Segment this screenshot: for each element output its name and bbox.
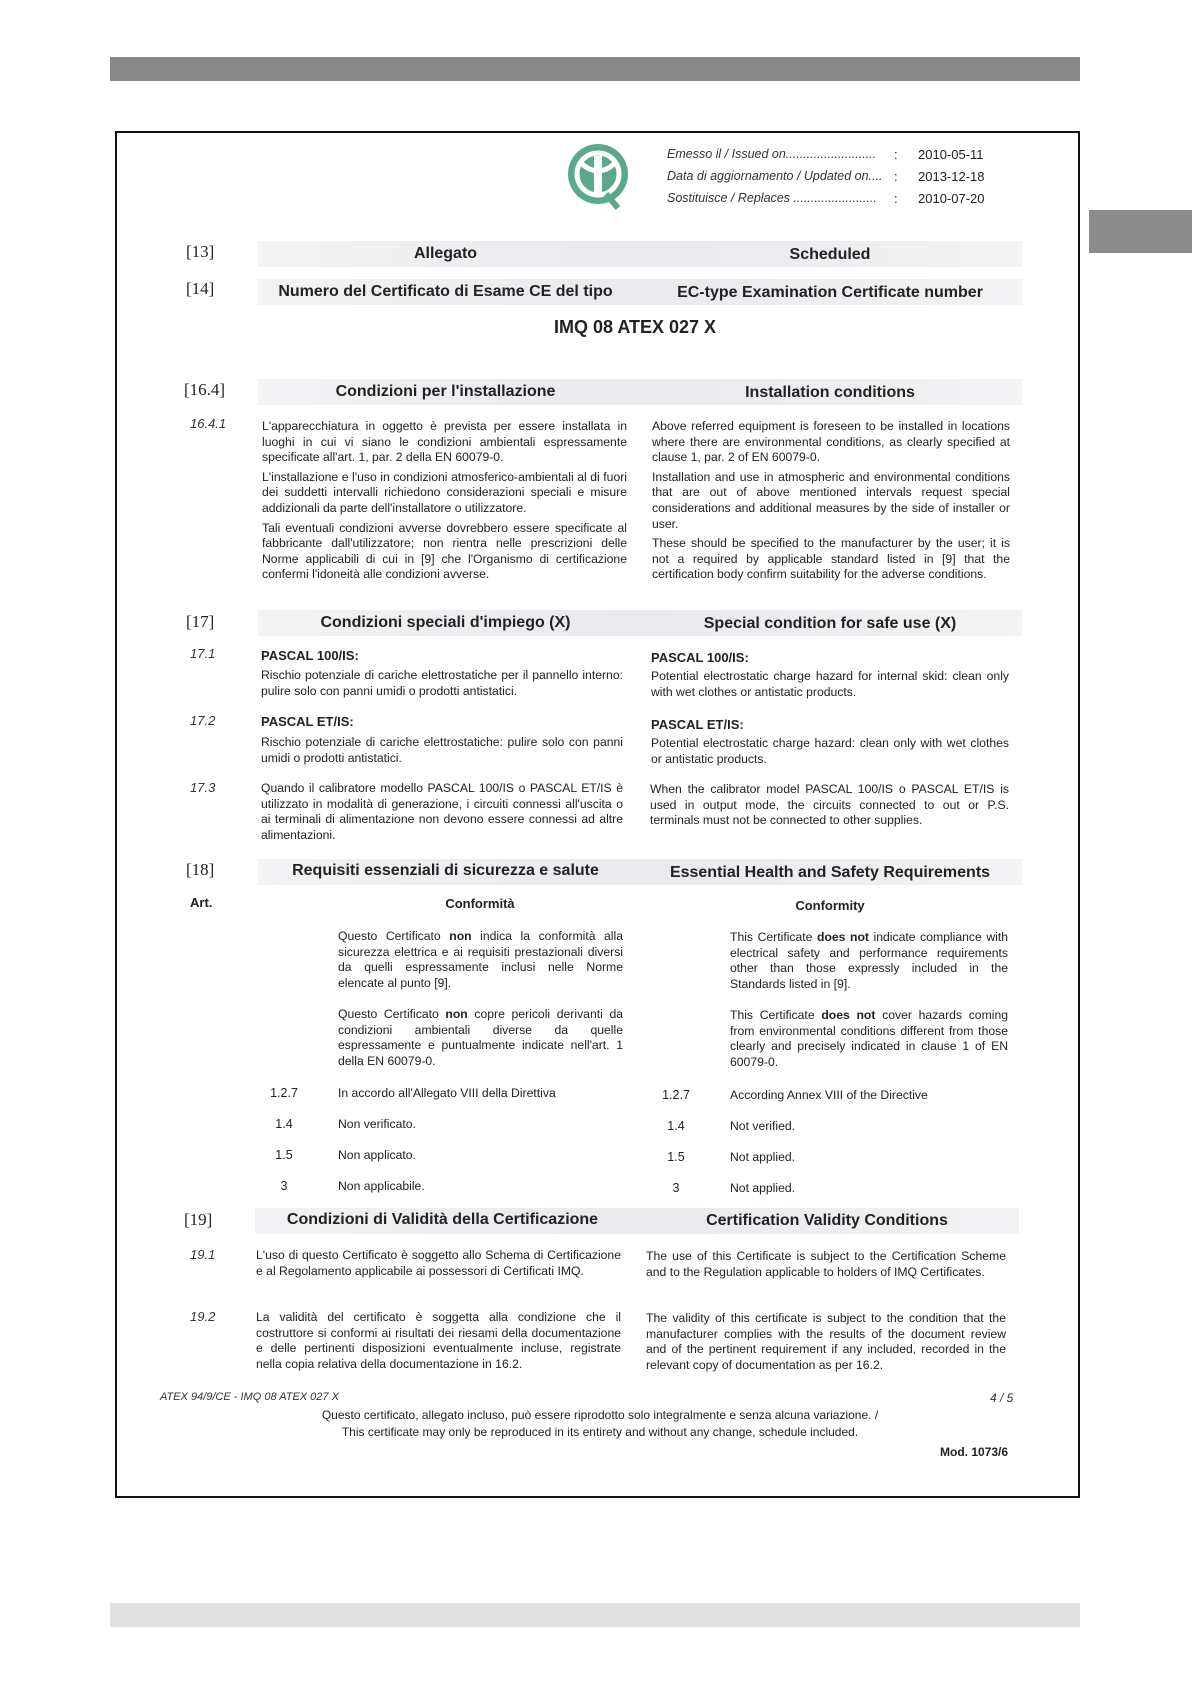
product-label: PASCAL 100/IS: bbox=[651, 650, 749, 665]
heading-en: Scheduled bbox=[789, 246, 871, 263]
paragraph-en bbox=[652, 419, 1010, 587]
art-number: 1.5 bbox=[667, 1150, 685, 1164]
heading-en: Special condition for safe use (X) bbox=[703, 615, 957, 632]
paragraph-it bbox=[338, 929, 623, 991]
subsection-number: 16.4.1 bbox=[190, 416, 227, 431]
art-number: 1.2.7 bbox=[662, 1088, 690, 1102]
paragraph-it bbox=[338, 1007, 623, 1069]
conformity-header-it: Conformità bbox=[445, 896, 515, 911]
colon: : bbox=[894, 191, 898, 206]
row-it: Non verificato. bbox=[338, 1117, 416, 1131]
section-number: [13] bbox=[186, 242, 215, 261]
reproduction-notice-en: This certificate may only be reproduced in its entirety and without any change, schedule included. bbox=[341, 1425, 859, 1439]
imq-logo-icon bbox=[566, 142, 630, 210]
section-number: [18] bbox=[186, 860, 215, 879]
paragraph-en: When the calibrator model PASCAL 100/IS o PASCAL ET/IS is used in output mode, the circuits connected to out or P.S. terminals must not be connected to other supplies. bbox=[650, 782, 1009, 828]
text: This Certificate bbox=[730, 1008, 822, 1022]
row-en: Not applied. bbox=[730, 1181, 796, 1195]
updated-label: Data di aggiornamento / Updated on.... bbox=[667, 169, 883, 183]
paragraph-en bbox=[730, 1008, 1008, 1070]
paragraph: Tali eventuali condizioni avverse dovrebbero essere specificate al fabbricante dall'utilizzatore; non rientra nelle prescrizioni delle Norme applicabili di cui in [9] che l'Organismo di certificazione confermi l'idoneità alle condizioni avverse. bbox=[262, 520, 627, 582]
heading-it: Requisiti essenziali di sicurezza e salute bbox=[292, 862, 599, 879]
reproduction-notice-it: Questo certificato, allegato incluso, può essere riprodotto solo integralmente e senza alcuna variazione. / bbox=[321, 1408, 879, 1422]
paragraph-en: The use of this Certificate is subject to the Certification Scheme and to the Regulation applicable to holders of IMQ Certificates. bbox=[646, 1249, 1006, 1279]
replaces-value: 2010-07-20 bbox=[918, 191, 985, 206]
page-number: 4 / 5 bbox=[990, 1391, 1014, 1405]
form-model-number: Mod. 1073/6 bbox=[940, 1445, 1009, 1459]
paragraph: L'apparecchiatura in oggetto è prevista per essere installata in luoghi in cui vi siano le condizioni ambientali espressamente specificate all'art. 1, par. 2 della EN 60079-0. bbox=[262, 419, 627, 465]
conformity-header-en: Conformity bbox=[795, 898, 865, 913]
text: copre pericoli derivanti da condizioni ambientali diverse da quelle espressamente e puntualmente indicate nell'art. 1 della EN 60079-0. bbox=[338, 1007, 623, 1068]
row-en: According Annex VIII of the Directive bbox=[730, 1088, 928, 1102]
certificate-number: IMQ 08 ATEX 027 X bbox=[553, 317, 717, 337]
colon: : bbox=[894, 169, 898, 184]
row-en: Not applied. bbox=[730, 1150, 796, 1164]
document-reference: ATEX 94/9/CE - IMQ 08 ATEX 027 X bbox=[160, 1391, 339, 1403]
emphasis: non bbox=[449, 929, 472, 943]
row-it: In accordo all'Allegato VIII della Direttiva bbox=[338, 1086, 556, 1100]
heading-it: Condizioni speciali d'impiego (X) bbox=[320, 614, 571, 631]
side-tab-marker bbox=[1089, 210, 1192, 253]
text: Questo Certificato bbox=[338, 1007, 446, 1021]
row-it: Non applicabile. bbox=[338, 1179, 425, 1193]
heading-it: Allegato bbox=[413, 245, 478, 262]
section-number: [19] bbox=[184, 1210, 213, 1229]
text: cover hazards coming from environmental conditions different from those clearly and precisely indicated in clause 1 of EN 60079-0. bbox=[730, 1008, 1008, 1069]
section-number: [14] bbox=[186, 279, 215, 298]
heading-it: Numero del Certificato di Esame CE del tipo bbox=[278, 283, 613, 300]
product-label: PASCAL 100/IS: bbox=[261, 648, 359, 663]
subsection-number: 17.3 bbox=[190, 780, 216, 795]
section-number: [17] bbox=[186, 612, 215, 631]
section-number: [16.4] bbox=[184, 380, 226, 399]
art-number: 3 bbox=[280, 1179, 288, 1193]
paragraph-it: Rischio potenziale di cariche elettrostatiche per il pannello interno: pulire solo con panni umidi o prodotti antistatici. bbox=[261, 668, 623, 698]
subsection-number: 19.1 bbox=[190, 1247, 216, 1262]
heading-it: Condizioni di Validità della Certificazione bbox=[286, 1211, 599, 1228]
paragraph-en: The validity of this certificate is subject to the condition that the manufacturer complies with the results of the document review and of the pertinent requirement if any included, recorded in the relevant copy of documentation as per 16.2. bbox=[646, 1311, 1006, 1372]
product-label: PASCAL ET/IS: bbox=[261, 714, 354, 729]
bottom-footer-bar bbox=[110, 1603, 1080, 1627]
emphasis: does not bbox=[817, 930, 869, 944]
paragraph: Above referred equipment is foreseen to be installed in locations where there are environmental conditions, as clearly specified at clause 1, par. 2 of EN 60079-0. bbox=[652, 419, 1010, 465]
row-en: Not verified. bbox=[730, 1119, 796, 1133]
heading-en: Installation conditions bbox=[745, 384, 915, 401]
art-number: 1.5 bbox=[275, 1148, 293, 1162]
subsection-number: 19.2 bbox=[190, 1309, 216, 1324]
product-label: PASCAL ET/IS: bbox=[651, 717, 744, 732]
top-header-bar bbox=[110, 57, 1080, 81]
paragraph-it bbox=[262, 419, 627, 587]
paragraph: These should be specified to the manufacturer by the user; it is not a required by applicable standard listed in [9] that the certification body confirm suitability for the adverse conditions. bbox=[652, 536, 1010, 582]
paragraph-it: L'uso di questo Certificato è soggetto allo Schema di Certificazione e al Regolamento applicabile ai possessori di Certificati IMQ. bbox=[256, 1248, 621, 1278]
heading-en: Essential Health and Safety Requirements bbox=[669, 864, 991, 881]
paragraph: L'installazione e l'uso in condizioni atmosferico-ambientali al di fuori dei suddetti intervalli richiedono considerazioni speciali e misure addizionali da parte dell'installatore o utilizzatore. bbox=[262, 469, 627, 515]
paragraph-it: Quando il calibratore modello PASCAL 100/IS o PASCAL ET/IS è utilizzato in modalità di generazione, i circuiti connessi all'uscita o ai terminali di alimentazione non devono essere connessi ad altre alimentazioni. bbox=[261, 781, 623, 842]
text: Questo Certificato bbox=[338, 929, 450, 943]
text: This Certificate bbox=[730, 930, 818, 944]
emphasis: does not bbox=[821, 1008, 876, 1022]
heading-it: Condizioni per l'installazione bbox=[335, 383, 556, 400]
subsection-number: 17.1 bbox=[190, 646, 216, 661]
art-number: 1.2.7 bbox=[270, 1086, 298, 1100]
paragraph-it: La validità del certificato è soggetta alla condizione che il costruttore si conformi ai risultati dei riesami della documentazione e delle pertinenti disposizioni eventualmente incluse, registrate nella copia relativa della documentazione in 16.2. bbox=[256, 1310, 621, 1371]
art-number: 3 bbox=[672, 1181, 680, 1195]
paragraph: Installation and use in atmospheric and environmental conditions that are out of above mentioned intervals request special considerations and additional measures by the side of installer or user. bbox=[652, 469, 1010, 531]
subsection-number: 17.2 bbox=[190, 713, 216, 728]
row-it: Non applicato. bbox=[338, 1148, 416, 1162]
replaces-label: Sostituisce / Replaces ........................ bbox=[667, 191, 877, 205]
text: indica la conformità alla sicurezza elettrica e ai requisiti prestazionali diversi da quelli espressamente inclusi nelle Norme elencate al punto [9]. bbox=[338, 929, 623, 990]
art-number: 1.4 bbox=[275, 1117, 293, 1131]
colon: : bbox=[894, 147, 898, 162]
paragraph-en bbox=[730, 930, 1008, 992]
issued-value: 2010-05-11 bbox=[918, 147, 984, 162]
heading-en: EC-type Examination Certificate number bbox=[677, 284, 983, 301]
paragraph-it: Rischio potenziale di cariche elettrostatiche: pulire solo con panni umidi o prodotti antistatici. bbox=[261, 735, 623, 765]
paragraph-en: Potential electrostatic charge hazard for internal skid: clean only with wet clothes or antistatic products. bbox=[651, 669, 1009, 699]
text: indicate compliance with electrical safety and performance requirements other than those expressly included in the Standards listed in [9]. bbox=[730, 930, 1008, 991]
updated-value: 2013-12-18 bbox=[918, 169, 985, 184]
paragraph-en: Potential electrostatic charge hazard: clean only with wet clothes or antistatic products. bbox=[651, 736, 1009, 766]
art-header: Art. bbox=[190, 895, 213, 910]
issued-label: Emesso il / Issued on.......................... bbox=[667, 147, 877, 161]
heading-en: Certification Validity Conditions bbox=[706, 1212, 948, 1229]
art-number: 1.4 bbox=[667, 1119, 685, 1133]
emphasis: non bbox=[445, 1007, 468, 1021]
